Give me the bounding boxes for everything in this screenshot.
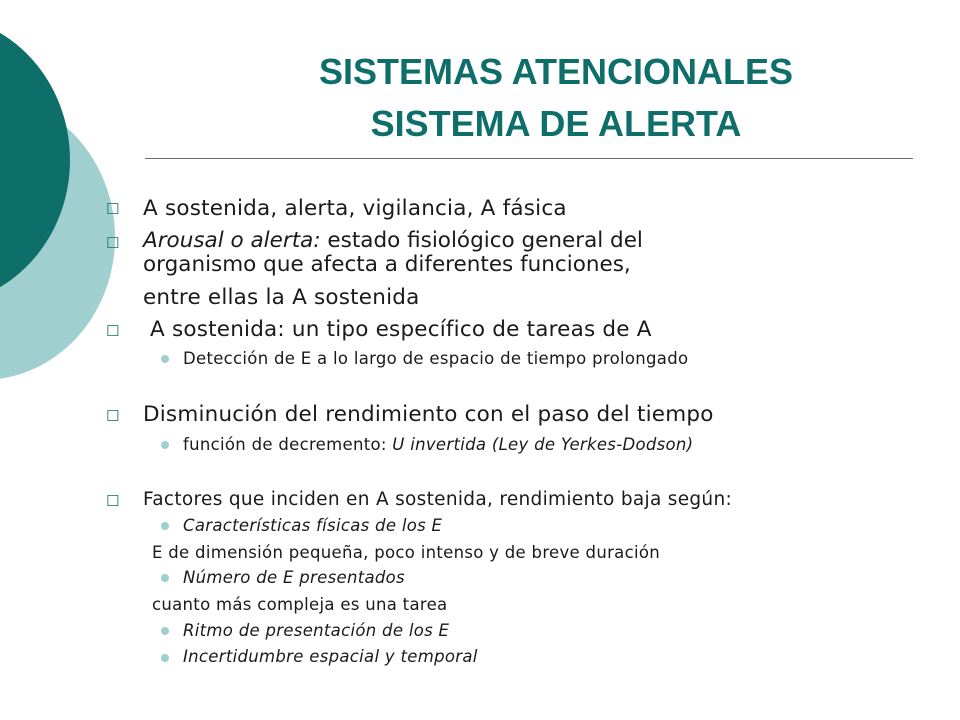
sub-bullet-text: Detección de E a lo largo de espacio de tiempo prolongado [183, 349, 689, 368]
bullet-icon: ☐ [106, 322, 120, 340]
sub-bullet-icon [161, 441, 169, 449]
sub-bullet-text-normal: función de decremento: [183, 435, 393, 454]
bullet-icon: ☐ [106, 492, 120, 510]
bullet-icon: ☐ [106, 234, 120, 252]
bullet-text: Factores que inciden en A sostenida, rendimiento baja según: [143, 489, 733, 510]
slide-title-line-2: SISTEMA DE ALERTA [370, 103, 742, 144]
sub-bullet-text-italic: U invertida (Ley de Yerkes-Dodson) [392, 435, 694, 454]
title-divider [145, 158, 913, 159]
sub-bullet-icon [161, 627, 169, 635]
sub-bullet-icon [161, 654, 169, 662]
sub-bullet-icon [161, 522, 169, 530]
sub-bullet-text: Número de E presentados [183, 568, 405, 587]
bullet-text: A sostenida, alerta, vigilancia, A fásica [143, 196, 567, 221]
bullet-text: A sostenida: un tipo específico de tareas de A [143, 317, 652, 342]
plain-line-text: E de dimensión pequeña, poco intenso y de breve duración [152, 543, 660, 562]
sub-bullet-icon [161, 574, 169, 582]
plain-line-text: cuanto más compleja es una tarea [152, 595, 448, 614]
sub-bullet-text: Ritmo de presentación de los E [183, 621, 450, 640]
bullet-text [143, 229, 643, 253]
bullet-text: Disminución del rendimiento con el paso del tiempo [143, 402, 714, 427]
slide-title-line-1: SISTEMAS ATENCIONALES [318, 51, 794, 92]
bullet-text-rest: estado fisiológico general del [320, 228, 643, 253]
bullet-text-continued: entre ellas la A sostenida [143, 285, 420, 310]
bullet-icon: ☐ [106, 407, 120, 425]
sub-bullet-text: Características físicas de los E [183, 516, 443, 535]
sub-bullet-icon [161, 355, 169, 363]
bullet-text-continued: organismo que afecta a diferentes funciones, [143, 252, 631, 277]
bullet-icon: ☐ [106, 200, 120, 218]
sub-bullet-text [183, 435, 693, 454]
bullet-italic-term: Arousal o alerta: [143, 228, 321, 253]
sub-bullet-text: Incertidumbre espacial y temporal [183, 647, 478, 666]
